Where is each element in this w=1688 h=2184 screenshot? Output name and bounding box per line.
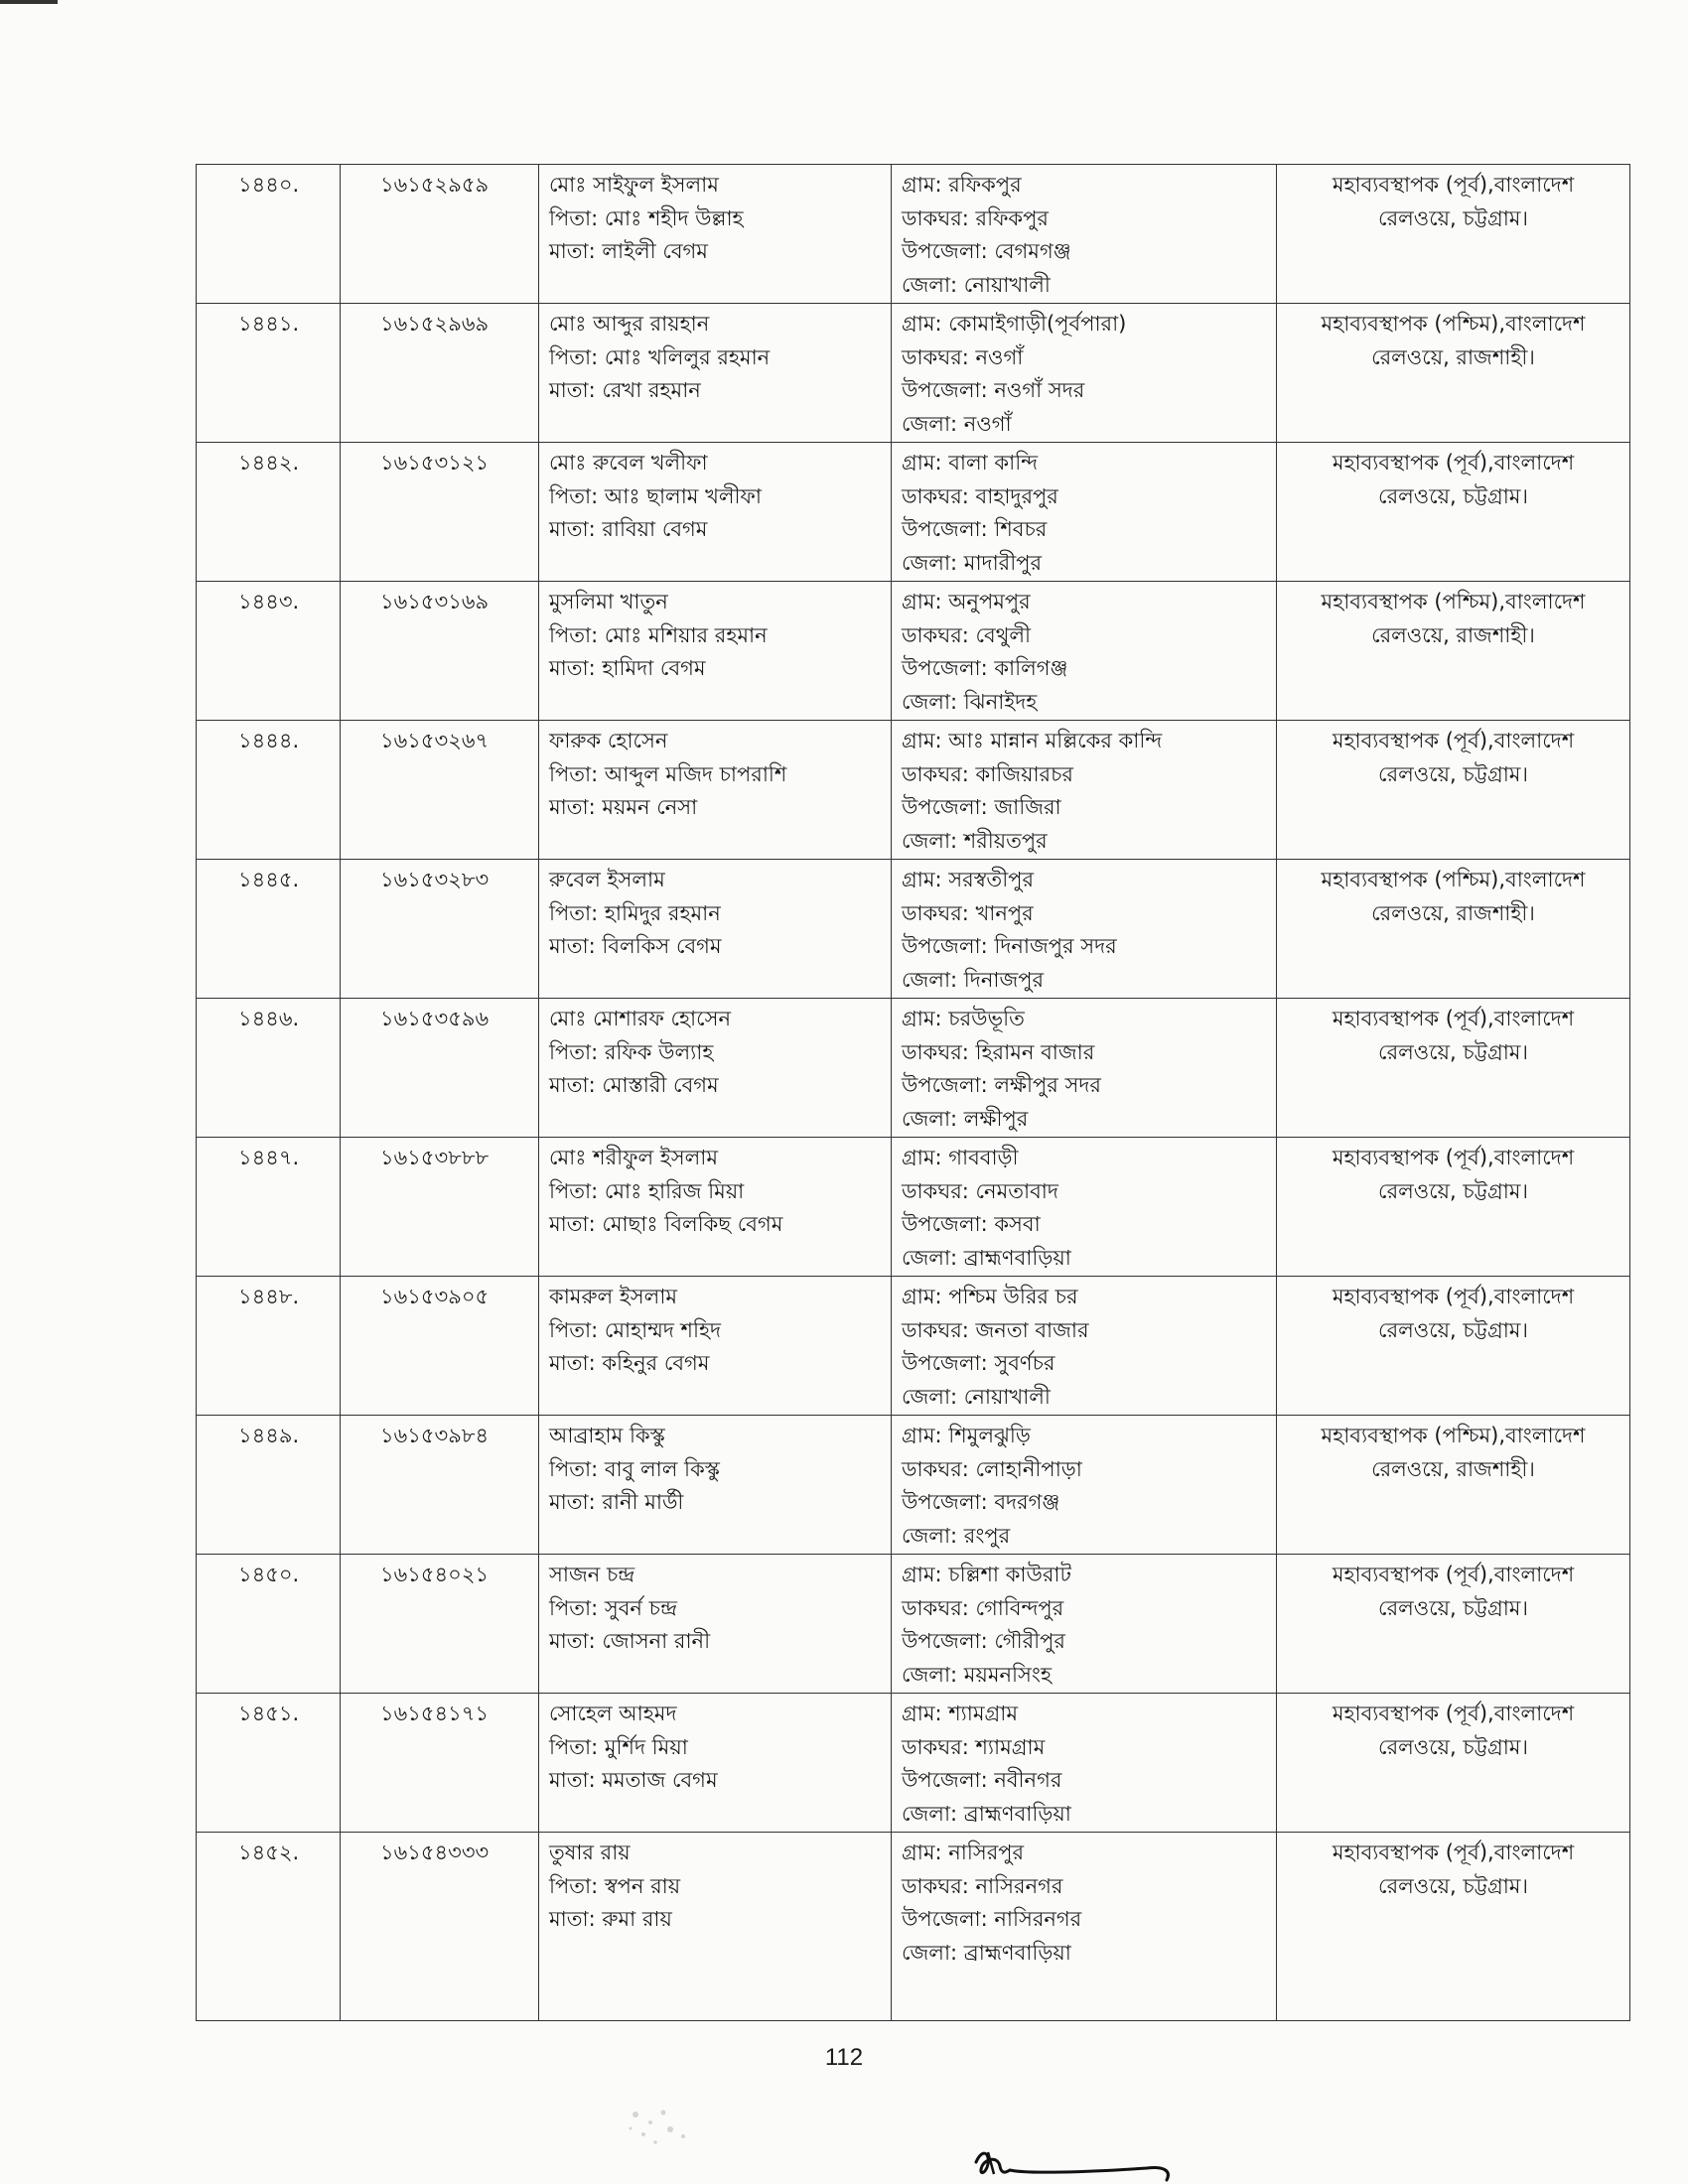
table-row (197, 1694, 1630, 1833)
father-name: পিতা: বাবু লাল কিস্কু (549, 1456, 720, 1481)
father-name: পিতা: রফিক উল্যাহ (549, 1039, 714, 1064)
office-cell (1277, 304, 1630, 443)
roll-number: ১৬১৫৪১৭১ (380, 1702, 490, 1725)
roll-number: ১৬১৫৩১২১ (380, 451, 490, 475)
office-line-2: রেলওয়ে, চট্টগ্রাম। (1378, 1734, 1528, 1759)
address-village: গ্রাম: পশ্চিম উরির চর (902, 1285, 1078, 1308)
address-cell (892, 582, 1277, 721)
serial-cell (197, 1277, 341, 1416)
serial-number: ১৪৪০. (238, 173, 300, 197)
office-line-1: মহাব্যবস্থাপক (পূর্ব),বাংলাদেশ (1332, 1146, 1575, 1169)
candidate-name: মোঃ সাইফুল ইসলাম (549, 173, 719, 197)
serial-cell (197, 721, 341, 860)
roll-cell (341, 721, 539, 860)
serial-cell (197, 443, 341, 582)
address-post-office: ডাকঘর: বাহাদুরপুর (902, 483, 1058, 508)
office-line-1: মহাব্যবস্থাপক (পশ্চিম),বাংলাদেশ (1321, 312, 1586, 336)
address-district: জেলা: মাদারীপুর (902, 550, 1043, 575)
roll-cell (341, 304, 539, 443)
address-district: জেলা: দিনাজপুর (902, 967, 1045, 992)
table-row (197, 860, 1630, 999)
address-village: গ্রাম: চল্লিশা কাউরাট (902, 1563, 1071, 1586)
office-line-1: মহাব্যবস্থাপক (পশ্চিম),বাংলাদেশ (1321, 868, 1586, 891)
father-name: পিতা: হামিদুর রহমান (549, 900, 721, 925)
address-village: গ্রাম: শিমুলঝুড়ি (902, 1424, 1031, 1447)
roll-cell (341, 1416, 539, 1555)
candidate-name: মোঃ মোশারফ হোসেন (549, 1007, 731, 1030)
serial-number: ১৪৪৪. (238, 729, 300, 752)
page-number: 112 (824, 2044, 864, 2071)
father-name: পিতা: মোঃ খলিলুর রহমান (549, 344, 771, 369)
roll-cell (341, 999, 539, 1138)
name-cell (539, 721, 892, 860)
office-line-1: মহাব্যবস্থাপক (পূর্ব),বাংলাদেশ (1332, 173, 1575, 197)
office-cell (1277, 1694, 1630, 1833)
table-row (197, 1833, 1630, 2021)
address-upazila: উপজেলা: শিবচর (902, 517, 1048, 541)
office-line-2: রেলওয়ে, রাজশাহী। (1371, 622, 1535, 647)
roll-number: ১৬১৫৪৩৩৩ (380, 1841, 490, 1864)
serial-number: ১৪৪৩. (238, 590, 300, 614)
office-cell (1277, 1277, 1630, 1416)
candidate-name: মুসলিমা খাতুন (549, 590, 668, 614)
candidate-name: মোঃ শরীফুল ইসলাম (549, 1146, 718, 1169)
address-post-office: ডাকঘর: নওগাঁ (902, 344, 1024, 369)
address-cell (892, 1555, 1277, 1694)
table-row (197, 582, 1630, 721)
office-cell (1277, 1416, 1630, 1555)
roll-cell (341, 165, 539, 304)
address-upazila: উপজেলা: নওগাঁ সদর (902, 378, 1085, 402)
candidate-name: সোহেল আহমদ (549, 1702, 677, 1725)
address-village: গ্রাম: বালা কান্দি (902, 451, 1039, 475)
candidate-name: মোঃ আব্দুর রায়হান (549, 312, 710, 336)
office-line-1: মহাব্যবস্থাপক (পূর্ব),বাংলাদেশ (1332, 1563, 1575, 1586)
mother-name: মাতা: ময়মন নেসা (549, 795, 698, 819)
name-cell (539, 165, 892, 304)
address-cell (892, 443, 1277, 582)
office-cell (1277, 1555, 1630, 1694)
serial-cell (197, 860, 341, 999)
roll-cell (341, 1277, 539, 1416)
name-cell (539, 1277, 892, 1416)
serial-cell (197, 1138, 341, 1277)
office-line-1: মহাব্যবস্থাপক (পূর্ব),বাংলাদেশ (1332, 1285, 1575, 1308)
mother-name: মাতা: হামিদা বেগম (549, 656, 706, 680)
address-village: গ্রাম: কোমাইগাড়ী(পূর্বপারা) (902, 312, 1127, 336)
candidate-name: ফারুক হোসেন (549, 729, 668, 752)
address-cell (892, 1416, 1277, 1555)
office-cell (1277, 1833, 1630, 2021)
serial-number: ১৪৫১. (238, 1702, 300, 1725)
address-upazila: উপজেলা: সুবর্ণচর (902, 1351, 1055, 1375)
roll-number: ১৬১৫৩২৮৩ (380, 868, 490, 891)
roll-number: ১৬১৫৪০২১ (380, 1563, 490, 1586)
signature-mark (968, 2144, 1196, 2184)
office-cell (1277, 582, 1630, 721)
serial-cell (197, 1555, 341, 1694)
address-upazila: উপজেলা: কসবা (902, 1212, 1041, 1236)
name-cell (539, 443, 892, 582)
candidate-name: মোঃ রুবেল খলীফা (549, 451, 708, 475)
address-upazila: উপজেলা: নবীনগর (902, 1768, 1062, 1792)
table-row (197, 1416, 1630, 1555)
serial-number: ১৪৪৬. (238, 1007, 300, 1030)
table-row (197, 1138, 1630, 1277)
office-line-2: রেলওয়ে, চট্টগ্রাম। (1378, 1595, 1528, 1620)
address-cell (892, 1833, 1277, 2021)
father-name: পিতা: মুর্শিদ মিয়া (549, 1734, 688, 1759)
address-district: জেলা: নোয়াখালী (902, 1384, 1051, 1409)
address-upazila: উপজেলা: কালিগঞ্জ (902, 656, 1068, 680)
candidate-name: সাজন চন্দ্র (549, 1563, 635, 1586)
address-cell (892, 1277, 1277, 1416)
address-cell (892, 304, 1277, 443)
office-line-1: মহাব্যবস্থাপক (পূর্ব),বাংলাদেশ (1332, 1007, 1575, 1030)
name-cell (539, 860, 892, 999)
address-cell (892, 721, 1277, 860)
serial-number: ১৪৪৮. (238, 1285, 300, 1308)
serial-number: ১৪৪৯. (238, 1424, 300, 1447)
roll-number: ১৬১৫৩৯০৫ (380, 1285, 490, 1308)
address-post-office: ডাকঘর: রফিকপুর (902, 205, 1049, 230)
office-line-2: রেলওয়ে, চট্টগ্রাম। (1378, 483, 1528, 508)
table-row (197, 999, 1630, 1138)
address-district: জেলা: শরীয়তপুর (902, 828, 1048, 853)
office-line-2: রেলওয়ে, রাজশাহী। (1371, 1456, 1535, 1481)
office-cell (1277, 999, 1630, 1138)
table-row (197, 304, 1630, 443)
candidate-name: তুষার রায় (549, 1841, 631, 1864)
name-cell (539, 1833, 892, 2021)
serial-cell (197, 1694, 341, 1833)
address-district: জেলা: নওগাঁ (902, 411, 1012, 436)
mother-name: মাতা: বিলকিস বেগম (549, 934, 722, 958)
name-cell (539, 304, 892, 443)
serial-cell (197, 582, 341, 721)
name-cell (539, 1694, 892, 1833)
address-district: জেলা: ব্রাহ্মণবাড়িয়া (902, 1940, 1071, 1965)
office-line-2: রেলওয়ে, চট্টগ্রাম। (1378, 1178, 1528, 1203)
office-cell (1277, 860, 1630, 999)
address-post-office: ডাকঘর: জনতা বাজার (902, 1317, 1089, 1342)
address-cell (892, 1138, 1277, 1277)
address-village: গ্রাম: নাসিরপুর (902, 1841, 1025, 1864)
address-village: গ্রাম: শ্যামগ্রাম (902, 1702, 1018, 1725)
office-cell (1277, 721, 1630, 860)
address-post-office: ডাকঘর: কাজিয়ারচর (902, 761, 1073, 786)
table-row (197, 1555, 1630, 1694)
roll-number: ১৬১৫২৯৬৯ (380, 312, 490, 336)
scan-corner-mark (0, 0, 58, 4)
candidate-table (196, 164, 1630, 2021)
serial-number: ১৪৪২. (238, 451, 300, 475)
address-upazila: উপজেলা: লক্ষীপুর সদর (902, 1073, 1101, 1097)
name-cell (539, 582, 892, 721)
address-upazila: উপজেলা: দিনাজপুর সদর (902, 934, 1117, 958)
serial-number: ১৪৫০. (238, 1563, 300, 1586)
office-cell (1277, 165, 1630, 304)
address-village: গ্রাম: চরউভূতি (902, 1007, 1025, 1030)
father-name: পিতা: সুবর্ন চন্দ্র (549, 1595, 677, 1620)
roll-number: ১৬১৫৩৫৯৬ (380, 1007, 490, 1030)
table-row (197, 165, 1630, 304)
father-name: পিতা: মোঃ মশিয়ার রহমান (549, 622, 768, 647)
roll-cell (341, 1138, 539, 1277)
roll-cell (341, 582, 539, 721)
candidate-name: কামরুল ইসলাম (549, 1285, 678, 1308)
address-upazila: উপজেলা: গৌরীপুর (902, 1629, 1065, 1653)
serial-number: ১৪৪৭. (238, 1146, 300, 1169)
address-cell (892, 165, 1277, 304)
roll-cell (341, 1694, 539, 1833)
roll-cell (341, 443, 539, 582)
address-post-office: ডাকঘর: নাসিরনগর (902, 1873, 1063, 1898)
candidate-name: রুবেল ইসলাম (549, 868, 665, 891)
address-village: গ্রাম: রফিকপুর (902, 173, 1022, 197)
office-line-2: রেলওয়ে, চট্টগ্রাম। (1378, 1039, 1528, 1064)
address-cell (892, 860, 1277, 999)
name-cell (539, 999, 892, 1138)
address-village: গ্রাম: গাববাড়ী (902, 1146, 1019, 1169)
address-village: গ্রাম: আঃ মান্নান মল্লিকের কান্দি (902, 729, 1163, 752)
office-line-1: মহাব্যবস্থাপক (পশ্চিম),বাংলাদেশ (1321, 1424, 1586, 1447)
office-cell (1277, 443, 1630, 582)
mother-name: মাতা: মমতাজ বেগম (549, 1768, 718, 1792)
serial-cell (197, 1833, 341, 2021)
address-post-office: ডাকঘর: বেথুলী (902, 622, 1031, 647)
name-cell (539, 1416, 892, 1555)
serial-number: ১৪৪৫. (238, 868, 300, 891)
mother-name: মাতা: জোসনা রানী (549, 1629, 711, 1653)
address-district: জেলা: রংপুর (902, 1523, 1011, 1548)
address-district: জেলা: লক্ষীপুর (902, 1106, 1029, 1131)
address-district: জেলা: ব্রাহ্মণবাড়িয়া (902, 1801, 1071, 1826)
roll-cell (341, 1833, 539, 2021)
address-post-office: ডাকঘর: শ্যামগ্রাম (902, 1734, 1046, 1759)
serial-number: ১৪৪১. (238, 312, 300, 336)
mother-name: মাতা: মোস্তারী বেগম (549, 1073, 719, 1097)
roll-cell (341, 1555, 539, 1694)
mother-name: মাতা: রানী মার্ডী (549, 1490, 684, 1514)
roll-cell (341, 860, 539, 999)
address-village: গ্রাম: সরস্বতীপুর (902, 868, 1035, 891)
address-post-office: ডাকঘর: নেমতাবাদ (902, 1178, 1058, 1203)
address-upazila: উপজেলা: বদরগঞ্জ (902, 1490, 1060, 1514)
table-row (197, 1277, 1630, 1416)
office-line-1: মহাব্যবস্থাপক (পশ্চিম),বাংলাদেশ (1321, 590, 1586, 614)
office-line-1: মহাব্যবস্থাপক (পূর্ব),বাংলাদেশ (1332, 1702, 1575, 1725)
address-upazila: উপজেলা: বেগমগঞ্জ (902, 239, 1071, 263)
roll-number: ১৬১৫৩২৬৭ (380, 729, 490, 752)
address-post-office: ডাকঘর: গোবিন্দপুর (902, 1595, 1064, 1620)
office-cell (1277, 1138, 1630, 1277)
serial-cell (197, 165, 341, 304)
table-row (197, 443, 1630, 582)
mother-name: মাতা: রাবিয়া বেগম (549, 517, 708, 541)
address-post-office: ডাকঘর: হিরামন বাজার (902, 1039, 1095, 1064)
father-name: পিতা: আঃ ছালাম খলীফা (549, 483, 762, 508)
address-district: জেলা: নোয়াখালী (902, 272, 1051, 297)
address-upazila: উপজেলা: জাজিরা (902, 795, 1061, 819)
address-district: জেলা: ঝিনাইদহ (902, 689, 1038, 714)
scan-smudge (616, 2095, 705, 2154)
serial-cell (197, 304, 341, 443)
mother-name: মাতা: রেখা রহমান (549, 378, 701, 402)
office-line-2: রেলওয়ে, চট্টগ্রাম। (1378, 1317, 1528, 1342)
father-name: পিতা: মোঃ হারিজ মিয়া (549, 1178, 745, 1203)
address-cell (892, 1694, 1277, 1833)
serial-cell (197, 1416, 341, 1555)
table-row (197, 721, 1630, 860)
address-district: জেলা: ময়মনসিংহ (902, 1662, 1052, 1687)
office-line-2: রেলওয়ে, চট্টগ্রাম। (1378, 1873, 1528, 1898)
address-upazila: উপজেলা: নাসিরনগর (902, 1907, 1082, 1931)
address-cell (892, 999, 1277, 1138)
name-cell (539, 1555, 892, 1694)
candidate-table-body (197, 165, 1630, 2021)
office-line-2: রেলওয়ে, রাজশাহী। (1371, 900, 1535, 925)
father-name: পিতা: স্বপন রায় (549, 1873, 681, 1898)
office-line-1: মহাব্যবস্থাপক (পূর্ব),বাংলাদেশ (1332, 451, 1575, 475)
mother-name: মাতা: রুমা রায় (549, 1907, 672, 1931)
candidate-name: আব্রাহাম কিস্কু (549, 1424, 665, 1447)
office-line-2: রেলওয়ে, চট্টগ্রাম। (1378, 761, 1528, 786)
roll-number: ১৬১৫৩৮৮৮ (380, 1146, 490, 1169)
roll-number: ১৬১৫৩৯৮৪ (380, 1424, 490, 1447)
father-name: পিতা: মোহাম্মদ শহিদ (549, 1317, 722, 1342)
mother-name: মাতা: কহিনুর বেগম (549, 1351, 710, 1375)
office-line-1: মহাব্যবস্থাপক (পূর্ব),বাংলাদেশ (1332, 1841, 1575, 1864)
office-line-1: মহাব্যবস্থাপক (পূর্ব),বাংলাদেশ (1332, 729, 1575, 752)
address-post-office: ডাকঘর: লোহানীপাড়া (902, 1456, 1082, 1481)
mother-name: মাতা: লাইলী বেগম (549, 239, 708, 263)
serial-cell (197, 999, 341, 1138)
roll-number: ১৬১৫২৯৫৯ (380, 173, 490, 197)
office-line-2: রেলওয়ে, রাজশাহী। (1371, 344, 1535, 369)
address-village: গ্রাম: অনুপমপুর (902, 590, 1031, 614)
roll-number: ১৬১৫৩১৬৯ (380, 590, 490, 614)
mother-name: মাতা: মোছাঃ বিলকিছ বেগম (549, 1212, 783, 1236)
serial-number: ১৪৫২. (238, 1841, 300, 1864)
address-post-office: ডাকঘর: খানপুর (902, 900, 1034, 925)
name-cell (539, 1138, 892, 1277)
father-name: পিতা: মোঃ শহীদ উল্লাহ (549, 205, 744, 230)
office-line-2: রেলওয়ে, চট্টগ্রাম। (1378, 205, 1528, 230)
address-district: জেলা: ব্রাহ্মণবাড়িয়া (902, 1245, 1071, 1270)
father-name: পিতা: আব্দুল মজিদ চাপরাশি (549, 761, 787, 786)
